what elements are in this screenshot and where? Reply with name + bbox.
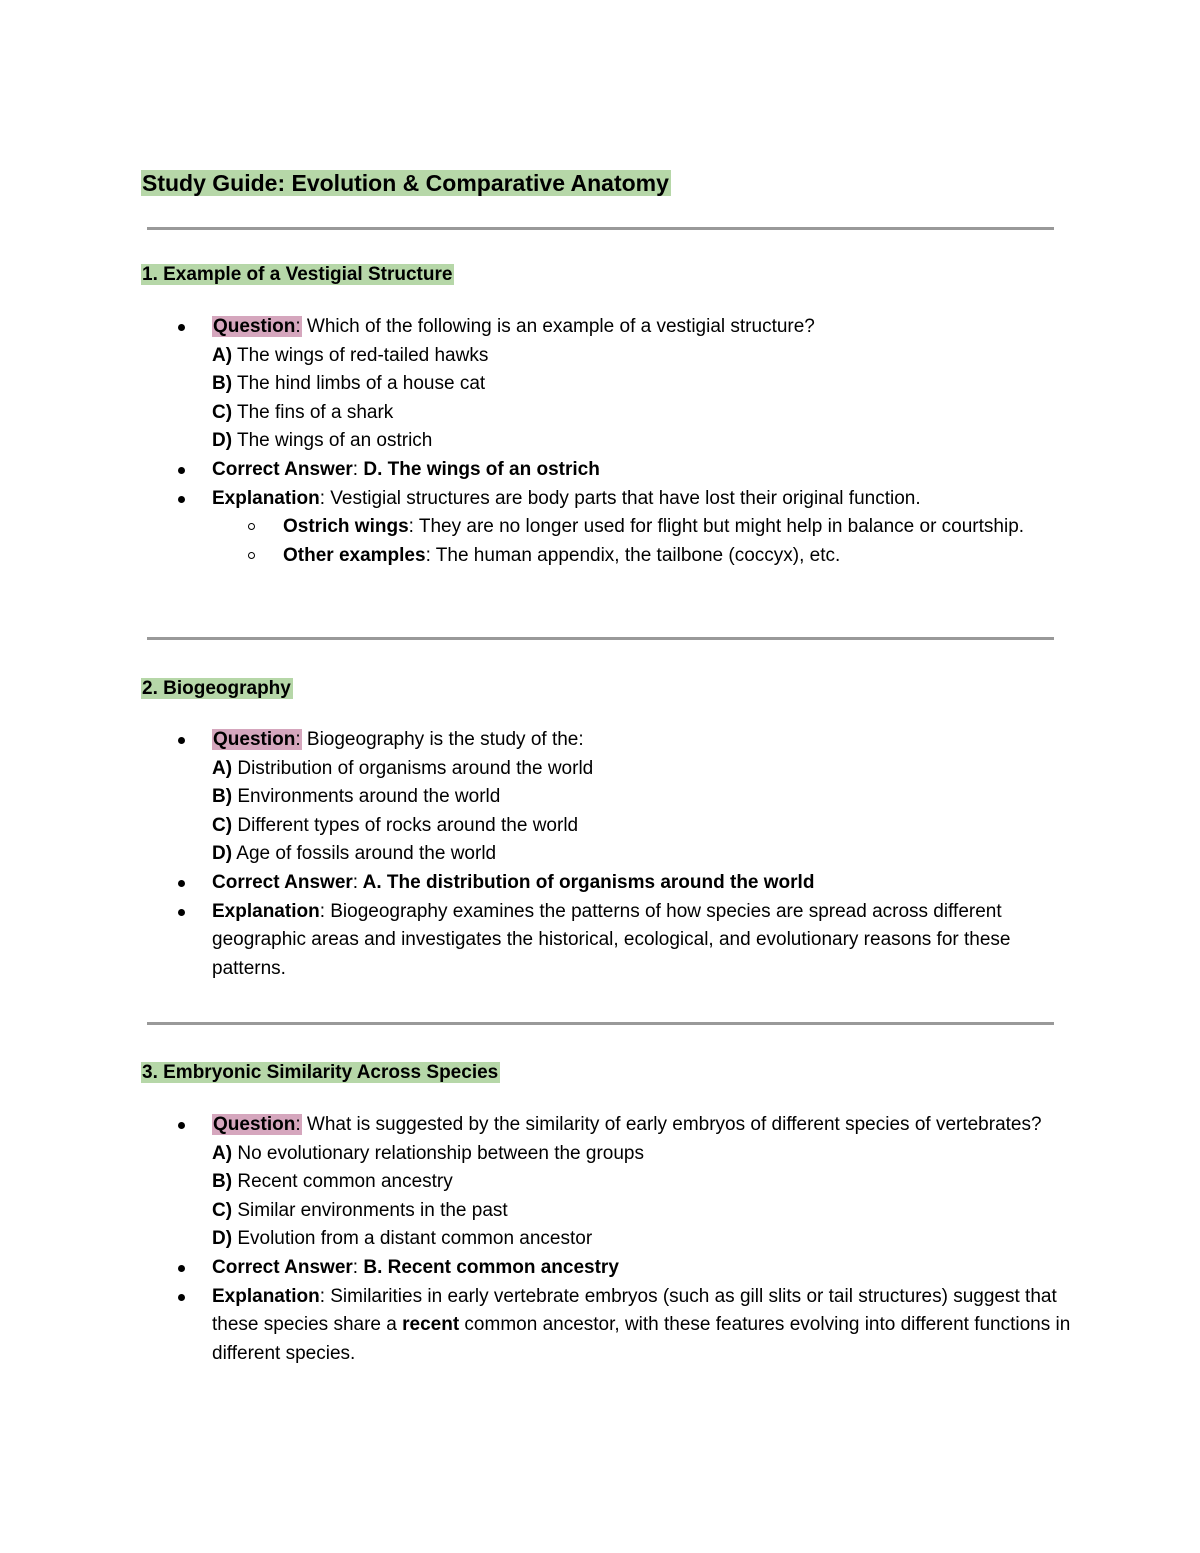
explanation-text: common ancestor, with these features evolving into different functions in different species. — [212, 1314, 1071, 1364]
option: B) The hind limbs of a house cat — [212, 373, 486, 395]
answer-text: A. The distribution of organisms around the world — [358, 871, 815, 893]
question-label: Question: — [213, 729, 301, 750]
section-heading: 2. Biogeography — [142, 678, 291, 699]
answer-item: Correct Answer: D. The wings of an ostrich — [212, 456, 1072, 485]
option: B) Environments around the world — [212, 786, 501, 808]
bullet-icon — [178, 467, 185, 474]
option: B) Recent common ancestry — [212, 1171, 453, 1193]
question-text: Biogeography is the study of the: — [301, 729, 584, 750]
divider — [147, 227, 1054, 230]
answer-label: Correct Answer — [212, 458, 353, 480]
answer-label: Correct Answer — [212, 1256, 353, 1278]
explanation-label: Explanation — [212, 900, 320, 922]
bullet-icon — [178, 1265, 185, 1272]
bullet-icon — [178, 909, 185, 916]
explanation-emphasis: recent — [402, 1314, 460, 1336]
sub-point: Ostrich wings: They are no longer used for flight but might help in balance or courtship. — [283, 513, 1072, 542]
option: A) Distribution of organisms around the world — [212, 757, 594, 779]
document-title: Study Guide: Evolution & Comparative Anatomy — [142, 170, 669, 196]
section-1-list — [212, 313, 1072, 570]
option: D) The wings of an ostrich — [212, 430, 433, 452]
option: A) No evolutionary relationship between the groups — [212, 1142, 644, 1164]
bullet-icon — [178, 737, 185, 744]
explanation-item: Explanation: Vestigial structures are body parts that have lost their original function. Ostrich wings: They are no longer used for flight but might help in balance or courtship. Other examples: The human appendix, the tailbone (coccyx), etc. — [212, 485, 1072, 571]
sub-list — [0, 513, 1072, 570]
explanation-label: Explanation — [212, 487, 320, 509]
explanation-item: Explanation: Similarities in early vertebrate embryos (such as gill slits or tail structures) suggest that these species share a recent common ancestor, with these features evolving into different functions in different species. — [212, 1283, 1072, 1369]
answer-item: Correct Answer: A. The distribution of organisms around the world — [212, 869, 1072, 898]
section-2-list — [212, 726, 1072, 983]
question-text: Which of the following is an example of a vestigial structure? — [301, 316, 815, 337]
explanation-text: Vestigial structures are body parts that have lost their original function. — [324, 487, 921, 509]
section-3-list — [212, 1111, 1072, 1368]
option: A) The wings of red-tailed hawks — [212, 344, 489, 366]
answer-label: Correct Answer — [212, 871, 353, 893]
bullet-icon — [178, 1294, 185, 1301]
answer-text: B. Recent common ancestry — [358, 1256, 619, 1278]
answer-item: Correct Answer: B. Recent common ancestry — [212, 1254, 1072, 1283]
option: C) Similar environments in the past — [212, 1199, 508, 1221]
question-text: What is suggested by the similarity of early embryos of different species of vertebrates? — [301, 1114, 1042, 1135]
option: D) Evolution from a distant common ancestor — [212, 1228, 593, 1250]
divider — [147, 637, 1054, 640]
explanation-text: Similarities in early vertebrate embryos (such as gill slits or tail structures) suggest that these species share a — [212, 1285, 1057, 1336]
explanation-item: Explanation: Biogeography examines the patterns of how species are spread across different geographic areas and investigates the historical, ecological, and evolutionary reasons for these patterns. — [212, 898, 1072, 984]
explanation-label: Explanation — [212, 1285, 320, 1307]
question-item — [212, 726, 1072, 869]
bullet-icon — [178, 1122, 185, 1129]
circle-bullet-icon — [248, 552, 255, 559]
question-item — [212, 313, 1072, 456]
section-heading: 1. Example of a Vestigial Structure — [142, 264, 453, 285]
divider — [147, 1022, 1054, 1025]
bullet-icon — [178, 880, 185, 887]
question-label: Question: — [213, 1114, 301, 1135]
question-item — [212, 1111, 1072, 1254]
explanation-text: Biogeography examines the patterns of how species are spread across different geographic areas and investigates the historical, ecological, and evolutionary reasons for these patterns. — [212, 900, 1011, 979]
sub-point: Other examples: The human appendix, the tailbone (coccyx), etc. — [283, 542, 1072, 571]
question-label: Question: — [213, 316, 301, 337]
section-heading: 3. Embryonic Similarity Across Species — [142, 1062, 499, 1083]
option: D) Age of fossils around the world — [212, 843, 497, 865]
option: C) The fins of a shark — [212, 401, 394, 423]
circle-bullet-icon — [248, 523, 255, 530]
answer-text: D. The wings of an ostrich — [358, 458, 600, 480]
bullet-icon — [178, 324, 185, 331]
bullet-icon — [178, 496, 185, 503]
option: C) Different types of rocks around the world — [212, 814, 579, 836]
